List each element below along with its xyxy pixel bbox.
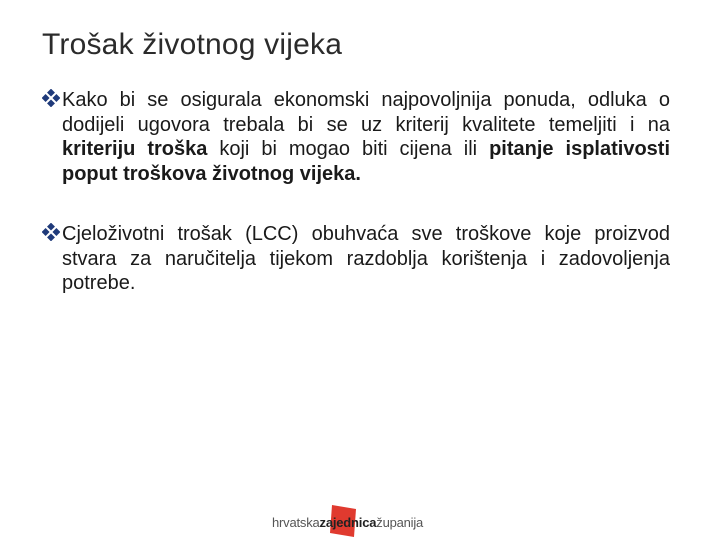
diamond-bullet-icon	[42, 223, 62, 243]
bullet-text: koji bi mogao biti cijena ili	[207, 138, 490, 160]
bullet-emphasis: kriteriju troška	[62, 138, 208, 160]
bullet-item	[42, 222, 670, 296]
logo-part-3: županija	[376, 514, 424, 530]
bullet-item	[42, 88, 670, 186]
footer-logo	[272, 508, 423, 536]
bullet-text: Kako bi se osigurala ekonomski najpovoljnija ponuda, odluka o dodijeli ugovora trebala bi se uz kriterij kvalitete temeljiti i na	[62, 89, 670, 136]
bullet-text: Cjeloživotni trošak (LCC) obuhvaća sve troškove koje proizvod stvara za naručitelja tijekom razdoblja korištenja i zadovoljenja potrebe.	[62, 223, 670, 294]
logo-part-2: zajednica	[319, 514, 377, 530]
logo-text	[272, 515, 423, 530]
logo-part-1: hrvatska	[272, 514, 320, 530]
diamond-bullet-icon	[42, 89, 62, 109]
bullet-list	[42, 88, 670, 296]
slide-title: Trošak životnog vijeka	[42, 28, 343, 61]
bullet-emphasis: pitanje isplativosti poput troškova životnog vijeka.	[62, 138, 670, 185]
